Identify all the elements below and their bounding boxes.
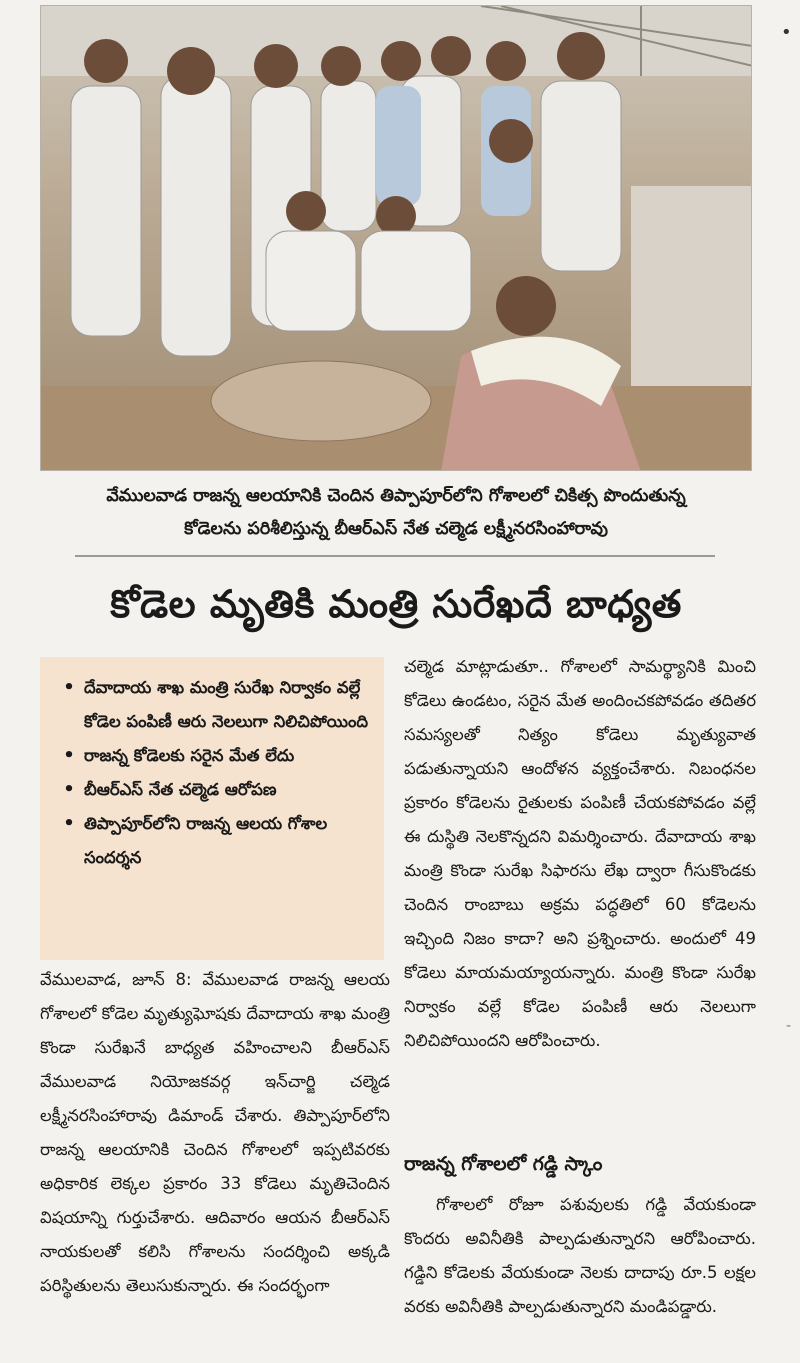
caption-line-1: వేములవాడ రాజన్న ఆలయానికి చెందిన తిప్పాపూర్‌లోని గోశాలలో చికిత్స పొందుతున్న [106, 486, 686, 506]
body-subheading: రాజన్న గోశాలలో గడ్డి స్కాం [404, 1153, 603, 1175]
highlight-text: దేవాదాయ శాఖ మంత్రి సురేఖ నిర్వాకం వల్లే కోడెల పంపిణీ ఆరు నెలలుగా నిలిచిపోయింది [84, 678, 368, 731]
highlight-item [62, 671, 374, 739]
bullet-icon: • [63, 779, 75, 800]
highlight-text: తిప్పాపూర్‌లోని రాజన్న ఆలయ గోశాల సందర్శన [84, 814, 328, 867]
body-column-left: వేములవాడ, జూన్ 8: వేములవాడ రాజన్న ఆలయ గోశాలలో కోడెల మృత్యుఘోషకు దేవాదాయ శాఖ మంత్రి కొండా సురేఖనే బాధ్యత వహించాలని బీఆర్ఎస్ వేములవాడ నియోజకవర్గ ఇన్‌చార్జి చల్మెడ లక్ష్మీనరసింహారావు డిమాండ్ చేశారు. తిప్పాపూర్‌లోని రాజన్న ఆలయానికి చెందిన గోశాలలో ఇప్పటివరకు అధికారిక లెక్కల ప్రకారం 33 కోడెలు మృతిచెందిన విషయాన్ని గుర్తుచేశారు. ఆదివారం ఆయన బీఆర్ఎస్ నాయకులతో కలిసి గోశాలను సందర్శించి అక్కడి పరిస్థితులను తెలుసుకున్నారు. ఈ సందర్భంగా [40, 970, 390, 1295]
highlights-box [40, 657, 384, 960]
body-column-right-continued: గోశాలలో రోజూ పశువులకు గడ్డి వేయకుండా కొందరు అవినీతికి పాల్పడుతున్నారని ఆరోపించారు. గడ్డిని కోడెలకు వేయకుండా నెలకు దాదాపు రూ.5 లక్షల వరకు అవినీతికి పాల్పడుతున్నారని మండిపడ్డారు. [404, 1195, 756, 1316]
body-column-right: చల్మెడ మాట్లాడుతూ.. గోశాలలో సామర్థ్యానికి మించి కోడెలు ఉండటం, సరైన మేత అందించకపోవడం తదితర సమస్యలతో నిత్యం కోడెలు మృత్యువాత పడుతున్నాయని ఆందోళన వ్యక్తంచేశారు. నిబంధనల ప్రకారం కోడెలను రైతులకు పంపిణీ చేయకపోవడం వల్లే ఈ దుస్థితి నెలకొన్నదని విమర్శించారు. దేవాదాయ శాఖ మంత్రి కొండా సురేఖ సిఫారసు లేఖ ద్వారా గీసుకొండకు చెందిన రాంబాబు అక్రమ పద్ధతిలో 60 కోడెలను ఇచ్చింది నిజం కాదా? అని ప్రశ్నించారు. అందులో 49 కోడెలు మాయమయ్యాయన్నారు. మంత్రి కొండా సురేఖ నిర్వాకం వల్లే కోడెల పంపిణీ ఆరు నెలలుగా నిలిచిపోయిందని ఆరోపించారు. [404, 657, 756, 1050]
highlight-item [62, 773, 374, 807]
photo-caption [40, 480, 752, 546]
photo-image-icon [41, 6, 752, 471]
article-headline: కోడెల మృతికి మంత్రి సురేఖదే బాధ్యత [110, 582, 682, 626]
news-photo [40, 5, 752, 471]
highlight-item [62, 807, 374, 875]
bullet-icon: • [63, 677, 75, 698]
adjacent-column-dash: - [786, 1018, 792, 1034]
adjacent-column-dot: • [781, 22, 792, 43]
highlight-text: బీఆర్ఎస్ నేత చల్మెడ ఆరోపణ [84, 780, 277, 799]
highlight-item [62, 739, 374, 773]
caption-line-2: కోడెలను పరిశీలిస్తున్న బీఆర్ఎస్ నేత చల్మెడ లక్ష్మీనరసింహారావు [184, 519, 608, 539]
highlight-text: రాజన్న కోడెలకు సరైన మేత లేదు [84, 746, 295, 765]
bullet-icon: • [63, 813, 75, 834]
bullet-icon: • [63, 745, 75, 766]
section-divider [75, 555, 715, 557]
